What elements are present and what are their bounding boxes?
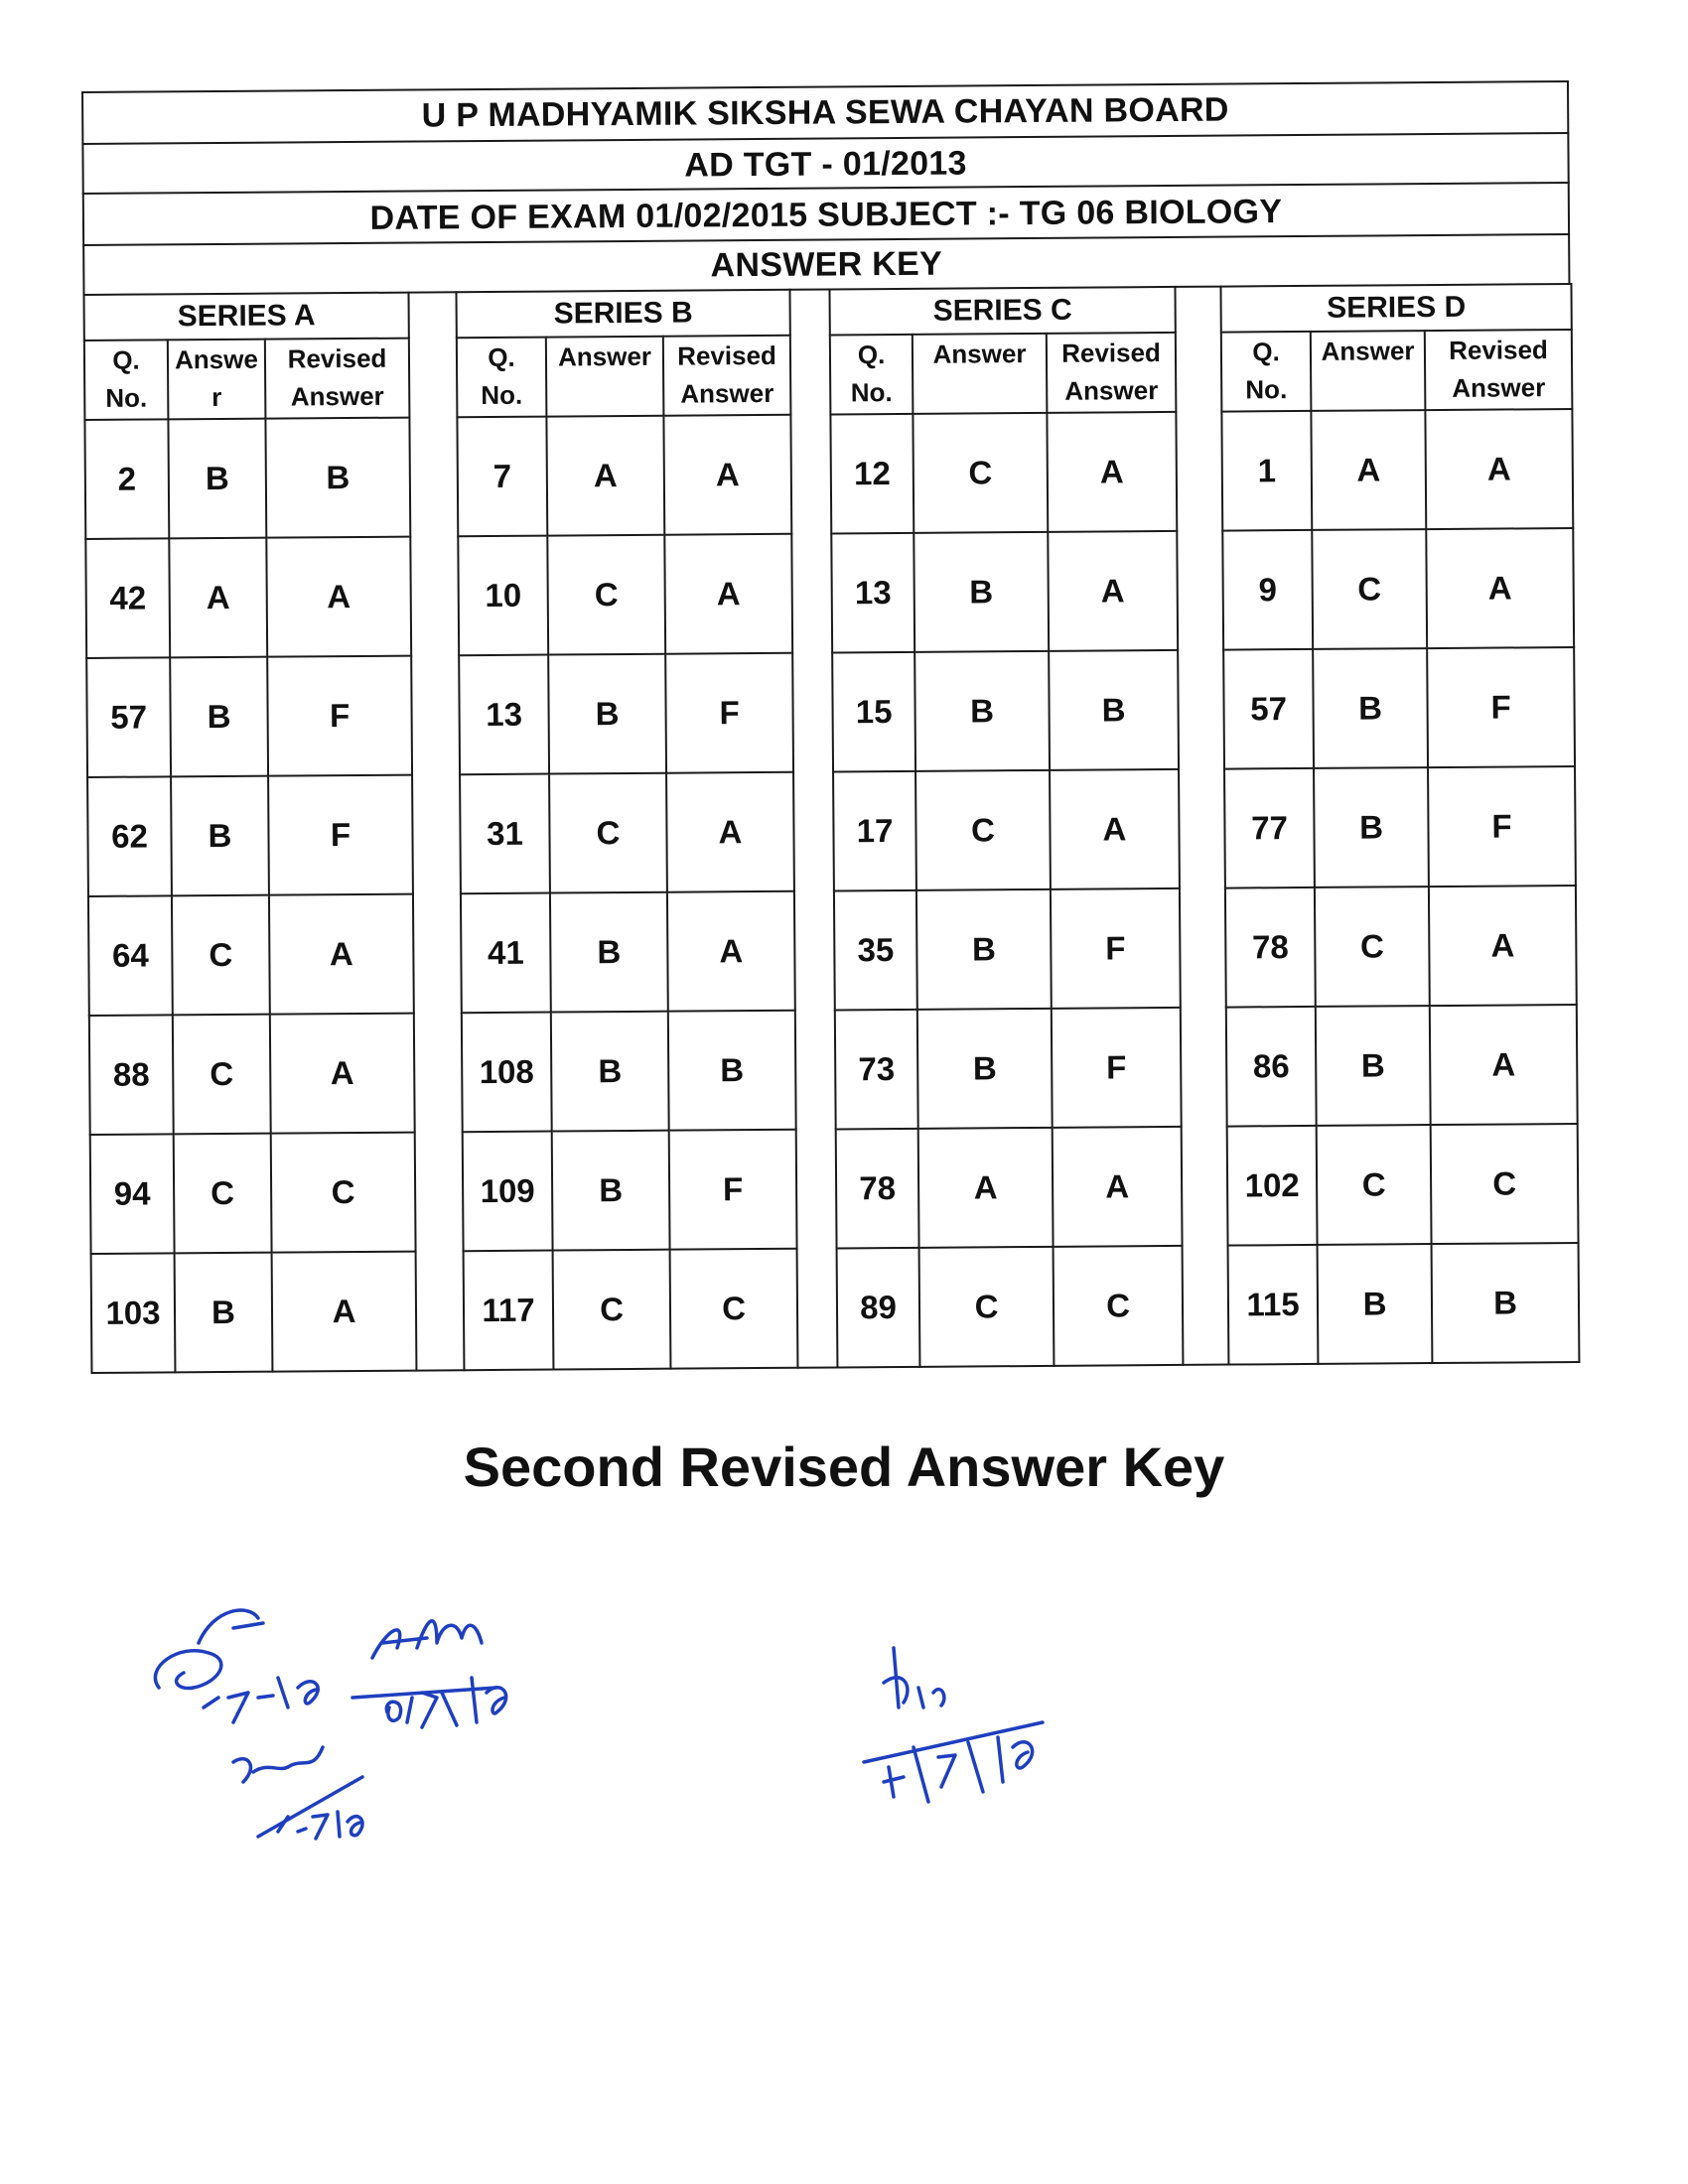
- original-answer: A: [169, 538, 267, 658]
- series-name: SERIES A: [84, 293, 409, 341]
- revised-answer: A: [1425, 409, 1573, 529]
- question-number: 78: [1225, 887, 1316, 1008]
- revised-answer: A: [663, 415, 791, 535]
- question-number: 42: [85, 538, 170, 658]
- question-number: 1: [1221, 411, 1312, 531]
- question-number: 15: [832, 652, 915, 772]
- revised-answer: A: [269, 894, 414, 1015]
- qno-header-line2: No.: [1245, 374, 1288, 405]
- revised-answer: A: [667, 891, 795, 1012]
- answer-header: [913, 334, 1048, 414]
- revised-answer: F: [1428, 766, 1576, 887]
- question-number: 117: [464, 1251, 554, 1371]
- question-number: 102: [1227, 1126, 1318, 1246]
- original-answer: C: [1312, 529, 1427, 649]
- original-answer: B: [1314, 767, 1429, 887]
- revised-header: [1047, 333, 1177, 413]
- question-number: 86: [1226, 1007, 1317, 1127]
- answer-header-line1: Answe: [174, 343, 258, 375]
- original-answer: C: [172, 895, 270, 1016]
- original-answer: C: [1317, 1125, 1432, 1245]
- question-number: 2: [84, 419, 169, 539]
- qno-header-line2: No.: [481, 379, 523, 411]
- original-answer: C: [549, 773, 667, 893]
- original-answer: C: [547, 535, 665, 655]
- answer-key-sheet: [81, 80, 1578, 1374]
- question-number: 31: [460, 774, 550, 894]
- question-number: 13: [459, 655, 549, 775]
- answer-header-line1: Answer: [1321, 336, 1415, 366]
- question-number: 94: [90, 1134, 175, 1254]
- question-number: 9: [1222, 530, 1313, 650]
- question-number: 103: [91, 1253, 176, 1373]
- revised-answer: C: [1431, 1124, 1579, 1244]
- series-name: SERIES B: [457, 290, 790, 338]
- original-answer: C: [173, 1015, 271, 1135]
- qno-header-line2: No.: [850, 377, 893, 408]
- qno-header: [1221, 332, 1312, 412]
- revised-answer: A: [1048, 531, 1178, 651]
- question-number: 77: [1224, 768, 1315, 888]
- question-number: 89: [837, 1248, 920, 1368]
- revised-answer: A: [266, 537, 411, 657]
- column-gap: [409, 292, 465, 1370]
- revised-answer: A: [1429, 886, 1577, 1006]
- revised-header: [265, 339, 410, 419]
- revised-answer: F: [268, 775, 413, 895]
- revised-answer: B: [1432, 1243, 1580, 1363]
- revised-answer: C: [670, 1249, 798, 1369]
- revised-header-line2: Answer: [1064, 375, 1159, 406]
- answer-key-title: ANSWER KEY: [82, 233, 1570, 294]
- revised-header-line2: Answer: [1452, 372, 1546, 403]
- answer-header-line1: Answer: [932, 339, 1027, 369]
- revised-header-line1: Revised: [1061, 338, 1161, 368]
- signature-left: [139, 1549, 596, 1856]
- column-gap: [1176, 287, 1229, 1365]
- qno-header: [830, 335, 914, 415]
- question-number: 115: [1228, 1245, 1319, 1365]
- question-number: 64: [88, 895, 173, 1016]
- question-number: 78: [836, 1129, 919, 1249]
- revised-answer: F: [1051, 888, 1181, 1009]
- qno-header: [84, 340, 169, 420]
- qno-header-line1: Q.: [1252, 337, 1280, 367]
- original-answer: B: [917, 1009, 1053, 1129]
- question-number: 35: [834, 890, 917, 1011]
- question-number: 109: [463, 1132, 553, 1252]
- advertisement-number: AD TGT - 01/2013: [81, 132, 1569, 193]
- original-answer: B: [170, 657, 268, 777]
- original-answer: B: [550, 892, 668, 1013]
- original-answer: B: [552, 1131, 670, 1251]
- revised-answer: C: [271, 1133, 416, 1253]
- original-answer: C: [919, 1247, 1055, 1367]
- question-number: 57: [1223, 649, 1314, 769]
- original-answer: C: [913, 413, 1048, 533]
- qno-header-line1: Q.: [857, 340, 886, 370]
- original-answer: B: [914, 651, 1050, 771]
- original-answer: B: [171, 776, 269, 896]
- answer-header: [546, 337, 664, 417]
- question-number: 12: [830, 414, 914, 534]
- original-answer: A: [1311, 410, 1426, 530]
- revised-answer: F: [1052, 1008, 1182, 1128]
- qno-header-line1: Q.: [488, 341, 515, 373]
- question-number: 10: [458, 536, 548, 656]
- original-answer: B: [551, 1012, 669, 1132]
- original-answer: B: [916, 889, 1052, 1010]
- series-name: SERIES D: [1221, 284, 1572, 333]
- original-answer: C: [553, 1250, 671, 1370]
- board-title: U P MADHYAMIK SIKSHA SEWA CHAYAN BOARD: [81, 80, 1569, 143]
- revised-answer: A: [270, 1014, 415, 1134]
- revised-answer: A: [1053, 1127, 1183, 1247]
- answer-header-line2: r: [211, 381, 222, 413]
- revised-answer: B: [668, 1011, 796, 1131]
- revised-header-line1: Revised: [677, 340, 776, 371]
- revised-answer: C: [1054, 1246, 1184, 1366]
- signature-right: [844, 1628, 1072, 1817]
- question-number: 88: [89, 1015, 174, 1135]
- original-answer: C: [174, 1134, 272, 1254]
- answer-header: [168, 340, 266, 420]
- revised-answer: A: [1426, 528, 1574, 648]
- revised-answer: F: [665, 653, 793, 773]
- revised-answer: F: [267, 656, 412, 776]
- revised-header: [663, 336, 791, 416]
- answer-key-table: [82, 283, 1580, 1374]
- revised-answer: A: [1047, 412, 1177, 532]
- qno-header-line1: Q.: [112, 344, 140, 375]
- question-number: 73: [835, 1010, 918, 1130]
- second-revised-title: Second Revised Answer Key: [463, 1435, 1225, 1498]
- revised-header-line2: Answer: [290, 380, 384, 412]
- question-number: 17: [833, 771, 916, 891]
- original-answer: A: [546, 416, 664, 536]
- series-name: SERIES C: [830, 287, 1176, 336]
- question-number: 41: [461, 893, 551, 1014]
- revised-answer: B: [1049, 650, 1179, 770]
- revised-answer: A: [272, 1252, 417, 1372]
- revised-answer: A: [664, 534, 792, 654]
- revised-answer: A: [1430, 1005, 1578, 1125]
- original-answer: B: [168, 419, 266, 539]
- original-answer: B: [175, 1253, 273, 1373]
- answer-header: [1311, 331, 1426, 411]
- original-answer: B: [548, 654, 666, 774]
- original-answer: C: [915, 770, 1051, 890]
- original-answer: B: [1313, 648, 1428, 768]
- question-number: 13: [831, 533, 914, 653]
- revised-header: [1425, 330, 1573, 410]
- revised-header-line1: Revised: [287, 342, 387, 374]
- question-number: 62: [87, 776, 172, 896]
- revised-answer: A: [666, 772, 794, 892]
- question-number: 7: [457, 417, 547, 537]
- question-number: 108: [462, 1013, 552, 1133]
- qno-header-line2: No.: [105, 382, 148, 413]
- revised-header-line1: Revised: [1449, 335, 1548, 365]
- original-answer: B: [1318, 1244, 1433, 1364]
- revised-answer: B: [265, 418, 410, 538]
- revised-answer: F: [1427, 647, 1575, 767]
- question-number: 57: [86, 657, 171, 777]
- answer-header-line1: Answer: [557, 341, 652, 372]
- revised-answer: A: [1050, 769, 1180, 889]
- revised-header-line2: Answer: [680, 377, 774, 409]
- original-answer: B: [914, 532, 1049, 652]
- exam-details: DATE OF EXAM 01/02/2015 SUBJECT :- TG 06 BIOLOGY: [82, 182, 1570, 244]
- revised-answer: F: [669, 1130, 797, 1250]
- original-answer: B: [1316, 1006, 1431, 1126]
- qno-header: [457, 338, 547, 418]
- original-answer: C: [1315, 887, 1430, 1007]
- original-answer: A: [918, 1128, 1054, 1248]
